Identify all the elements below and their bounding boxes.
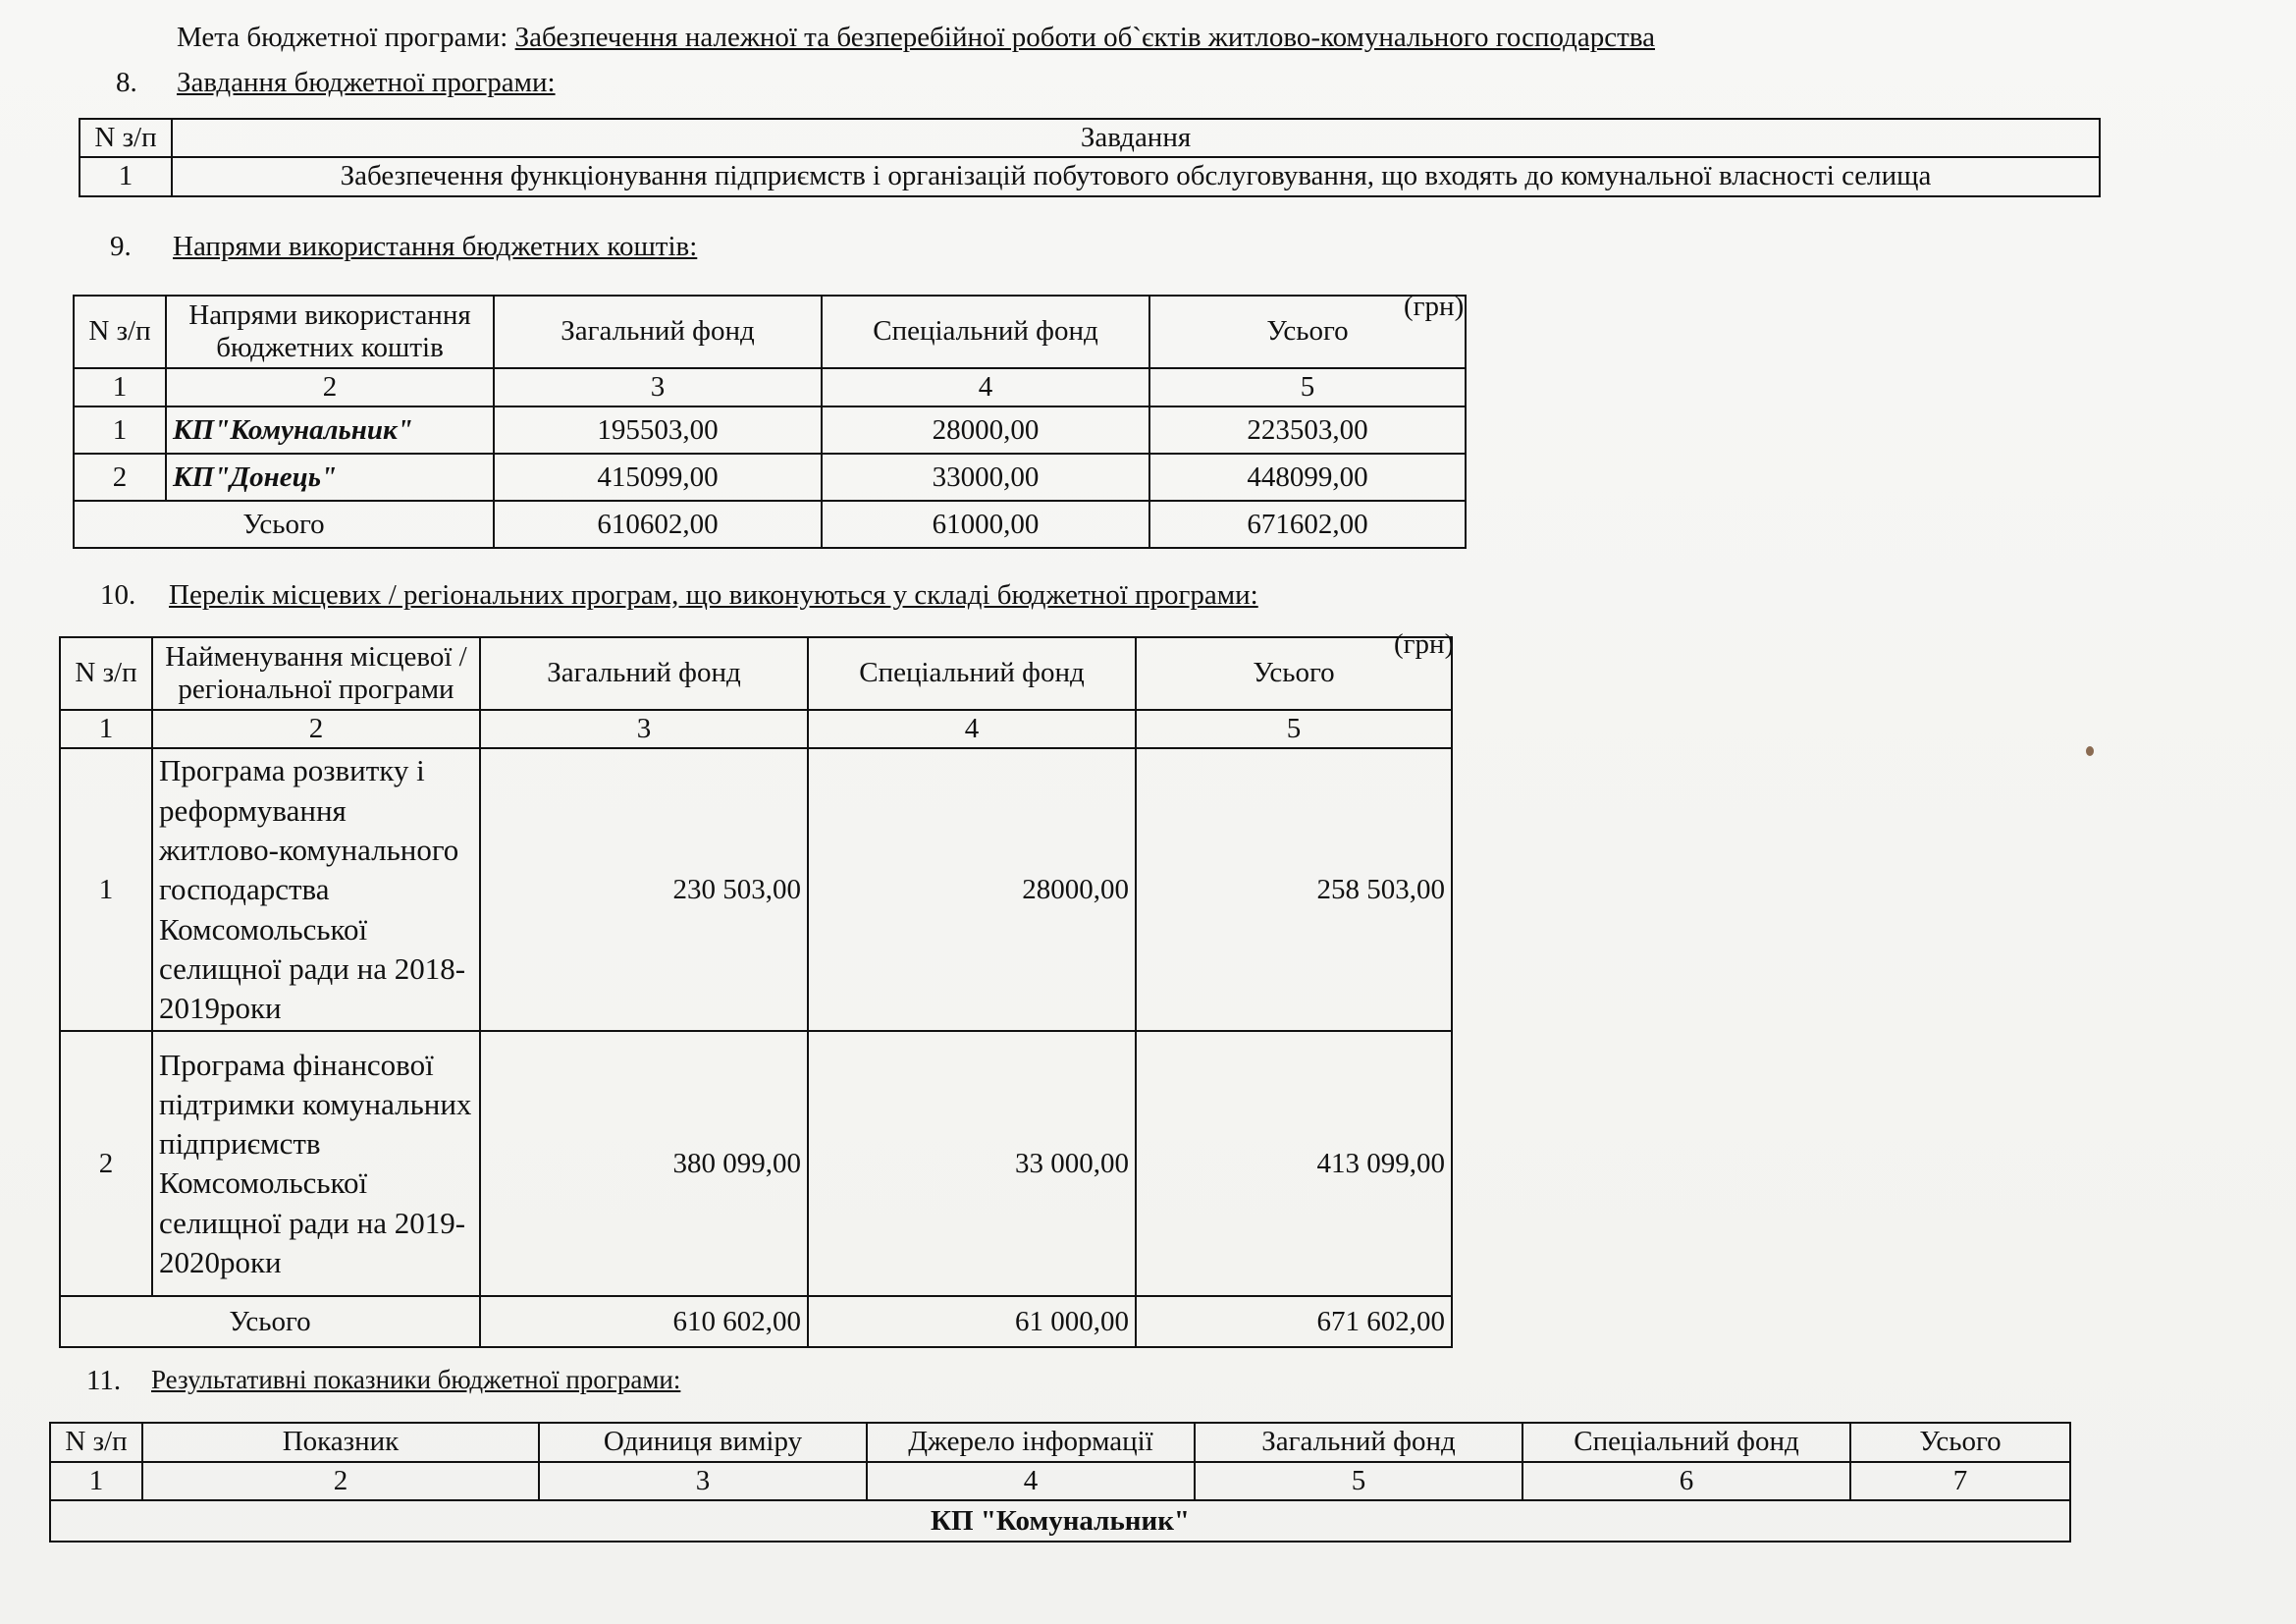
goal-label: Мета бюджетної програми: [177,22,508,53]
task-number: 1 [80,157,172,195]
row-general-fund: 380 099,00 [480,1031,808,1296]
col-header-indicator: Показник [142,1423,539,1462]
row-program-name: Програма розвитку і реформування житлово-комунального господарства Комсомольської селищної ради на 2018-2019роки [152,748,480,1031]
col-number: 1 [50,1462,142,1500]
col-header-special-fund: Спеціальний фонд [808,637,1136,710]
directions-table [73,295,1467,549]
col-header-special-fund: Спеціальний фонд [822,296,1149,368]
section-9-unit: (грн) [1404,291,1465,322]
total-total: 671602,00 [1149,501,1466,548]
table-row [60,748,1452,1031]
total-label: Усього [60,1296,480,1347]
section-11-number: 11. [86,1365,122,1396]
row-special-fund: 33 000,00 [808,1031,1136,1296]
total-general-fund: 610 602,00 [480,1296,808,1347]
row-special-fund: 28000,00 [822,406,1149,454]
col-header-general-fund: Загальний фонд [480,637,808,710]
section-11-title: Результативні показники бюджетної програми: [151,1365,681,1394]
col-header-number: N з/п [50,1423,142,1462]
col-header-total: Усього [1850,1423,2070,1462]
row-general-fund: 195503,00 [494,406,822,454]
col-header-task: Завдання [172,119,2100,157]
col-header-general-fund: Загальний фонд [1195,1423,1522,1462]
col-header-source: Джерело інформації [867,1423,1195,1462]
col-header-number: N з/п [74,296,166,368]
section-10-unit: (грн) [1394,628,1455,660]
section-9-number: 9. [110,231,132,262]
row-total: 413 099,00 [1136,1031,1452,1296]
col-number: 1 [60,710,152,748]
row-special-fund: 33000,00 [822,454,1149,501]
col-number: 3 [494,368,822,406]
row-name: КП"Донець" [166,454,494,501]
task-text: Забезпечення функціонування підприємств і організацій побутового обслуговування, що входять до комунальної власності селища [172,157,2100,195]
row-special-fund: 28000,00 [808,748,1136,1031]
col-number: 4 [808,710,1136,748]
programs-table [59,636,1453,1348]
col-number: 3 [480,710,808,748]
row-total: 448099,00 [1149,454,1466,501]
tasks-table [79,118,2101,197]
row-program-name: Програма фінансової підтримки комунальних підприємств Комсомольської селищної ради на 2019-2020роки [152,1031,480,1296]
section-10-number: 10. [100,579,136,611]
col-number: 4 [867,1462,1195,1500]
col-header-total: Усього [1136,637,1452,710]
col-number: 2 [166,368,494,406]
col-number: 5 [1136,710,1452,748]
col-header-number: N з/п [80,119,172,157]
total-special-fund: 61000,00 [822,501,1149,548]
table-row [60,1031,1452,1296]
section-8-title: Завдання бюджетної програми: [177,67,556,98]
row-number: 2 [74,454,166,501]
section-10-title: Перелік місцевих / регіональних програм, що виконуються у складі бюджетної програми: [169,579,1258,611]
total-total: 671 602,00 [1136,1296,1452,1347]
total-special-fund: 61 000,00 [808,1296,1136,1347]
goal-line [177,22,2007,54]
col-header-program: Найменування місцевої / регіональної програми [152,637,480,710]
row-general-fund: 415099,00 [494,454,822,501]
section-9-title: Напрями використання бюджетних коштів: [173,231,698,262]
col-number: 4 [822,368,1149,406]
row-number: 1 [74,406,166,454]
col-number: 2 [142,1462,539,1500]
col-header-total: Усього [1149,296,1466,368]
section-8-number: 8. [116,67,137,98]
row-number: 2 [60,1031,152,1296]
total-label: Усього [74,501,494,548]
ink-smudge [2086,746,2094,756]
col-header-unit: Одиниця виміру [539,1423,867,1462]
col-number: 2 [152,710,480,748]
col-number: 1 [74,368,166,406]
col-number: 5 [1195,1462,1522,1500]
goal-text: Забезпечення належної та безперебійної роботи об`єктів житлово-комунального господарства [514,22,1655,53]
row-name: КП"Комунальник" [166,406,494,454]
total-general-fund: 610602,00 [494,501,822,548]
table-row [74,454,1466,501]
row-total: 223503,00 [1149,406,1466,454]
col-number: 6 [1522,1462,1850,1500]
row-number: 1 [60,748,152,1031]
group-header: КП "Комунальник" [50,1500,2070,1542]
col-number: 7 [1850,1462,2070,1500]
row-general-fund: 230 503,00 [480,748,808,1031]
total-row [74,501,1466,548]
indicators-table [49,1422,2071,1543]
col-number: 5 [1149,368,1466,406]
col-header-direction: Напрями використання бюджетних коштів [166,296,494,368]
col-number: 3 [539,1462,867,1500]
col-header-number: N з/п [60,637,152,710]
row-total: 258 503,00 [1136,748,1452,1031]
total-row [60,1296,1452,1347]
col-header-general-fund: Загальний фонд [494,296,822,368]
col-header-special-fund: Спеціальний фонд [1522,1423,1850,1462]
table-row [74,406,1466,454]
